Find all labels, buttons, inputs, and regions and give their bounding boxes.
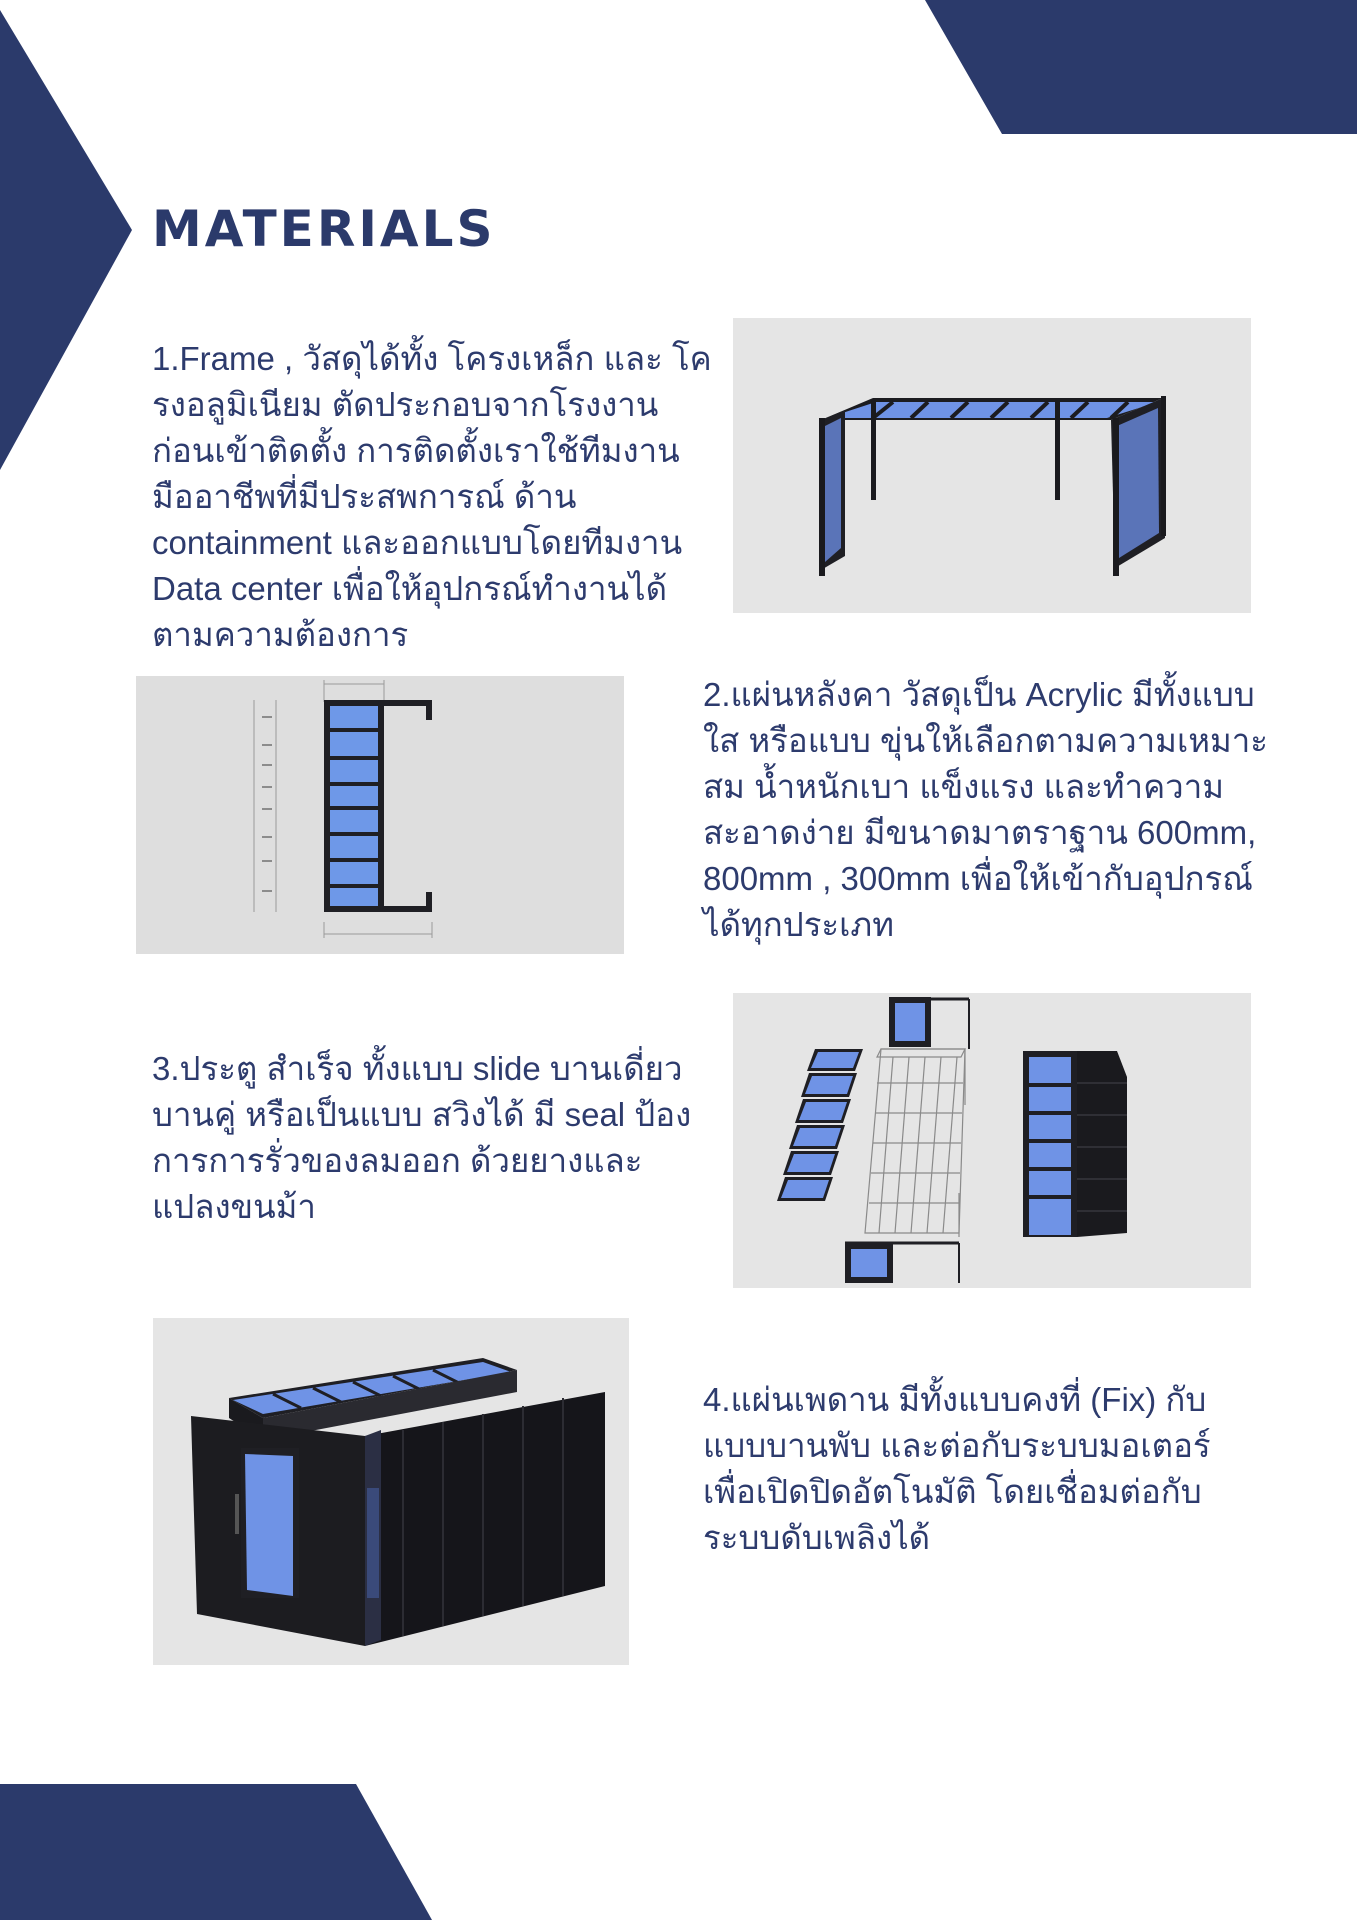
section-2-text: 2.แผ่นหลังคา วัสดุเป็น Acrylic มีทั้งแบบใส หรือแบบ ขุ่นให้เลือกตามความเหมาะสม น้ำหนักเบา แข็งแรง และทำความสะอาดง่าย มีขนาดมาตราฐาน 600mm, 800mm , 300mm เพื่อให้เข้ากับอุปกรณ์ ได้ทุกประเภท [703,676,1268,943]
page-title: MATERIALS [152,200,496,258]
bottom-left-navy-shape [0,1784,432,1920]
top-right-navy-shape [925,0,1357,134]
section-1-text: 1.Frame , วัสดุได้ทั้ง โครงเหล็ก และ โครงอลูมิเนียม ตัดประกอบจากโรงงานก่อนเข้าติดตั้ง การติดตั้งเราใช้ทีมงานมืออาชีพที่มีประสพการณ์ ด้าน containment และออกแบบโดยทีมงาน Data center เพื่อให้อุปกรณ์ทำงานได้ตามความต้องการ [152,340,712,653]
door-exploded-render-image [733,993,1251,1288]
section-4-text: 4.แผ่นเพดาน มีทั้งแบบคงที่ (Fix) กับแบบบานพับ และต่อกับระบบมอเตอร์ เพื่อเปิดปิดอัตโนมัติ โดยเชื่อมต่อกับระบบดับเพลิงได้ [703,1381,1211,1556]
section-3-text: 3.ประตู สำเร็จ ทั้งแบบ slide บานเดี่ยว บานคู่ หรือเป็นแบบ สวิงได้ มี seal ป้องการการรั่วของลมออก ด้วยยางและแปลงขนม้า [152,1050,692,1225]
roof-panel-drawing-image [136,676,624,954]
left-navy-chevron [0,10,132,470]
frame-render-image [733,318,1251,613]
containment-assembly-render-image [153,1318,629,1665]
